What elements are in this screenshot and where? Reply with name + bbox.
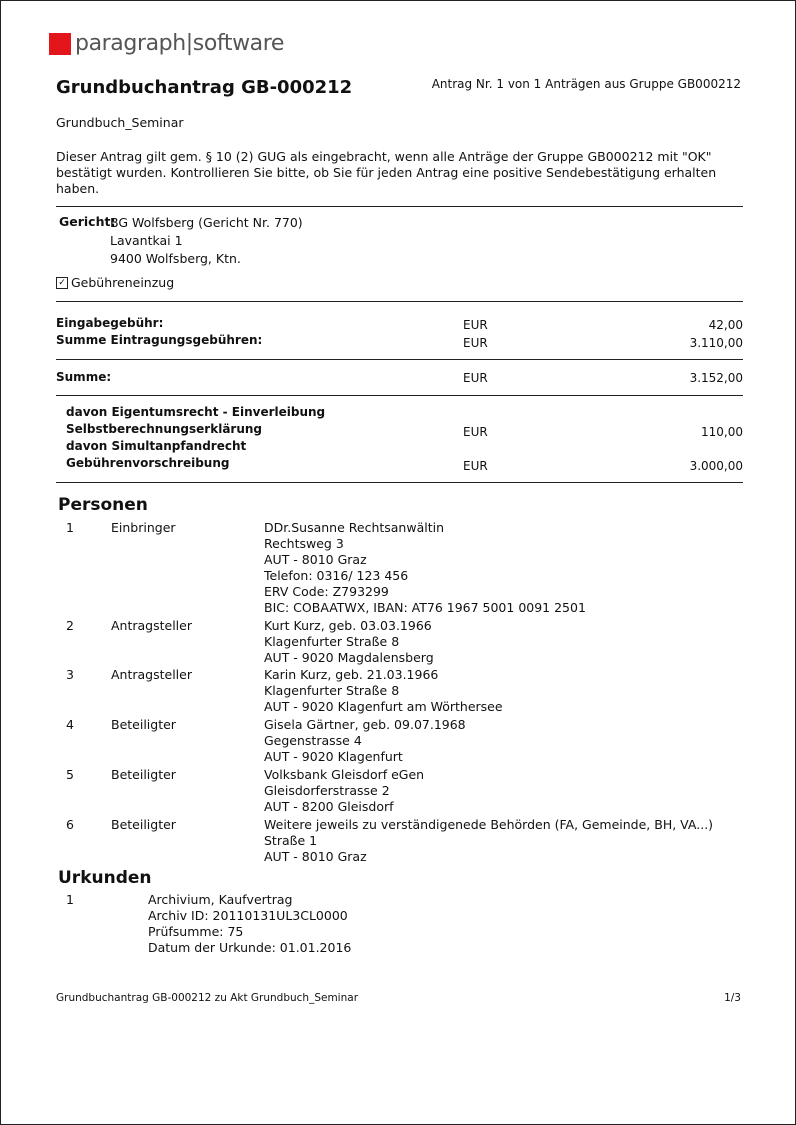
fee-row-simultan (66, 439, 743, 455)
person-city: AUT - 9020 Klagenfurt (264, 749, 403, 764)
person-number: 5 (66, 767, 74, 782)
person-role: Einbringer (111, 520, 176, 535)
person-name: Kurt Kurz, geb. 03.03.1966 (264, 618, 432, 633)
person-street: Gleisdorferstrasse 2 (264, 783, 390, 798)
fee-row-summe (56, 370, 743, 386)
person-number: 1 (66, 520, 74, 535)
person-city: AUT - 9020 Klagenfurt am Wörthersee (264, 699, 503, 714)
urkunde-details (148, 892, 351, 956)
person-street: Straße 1 (264, 833, 318, 848)
fee-amount: 110,00 (701, 425, 743, 439)
person-city: AUT - 9020 Magdalensberg (264, 650, 434, 665)
fee-amount: 3.000,00 (689, 459, 743, 473)
fee-row-eigentum (66, 405, 743, 421)
fee-currency: EUR (463, 459, 488, 473)
urkunden-section-title: Urkunden (58, 868, 152, 888)
divider (56, 482, 743, 483)
fee-label: davon Eigentumsrecht - Einverleibung (66, 405, 326, 419)
court-label: Gericht: (59, 214, 116, 229)
footer-text: Grundbuchantrag GB-000212 zu Akt Grundbuch_Seminar (56, 992, 359, 1004)
person-details (264, 667, 503, 715)
person-role: Antragsteller (111, 618, 192, 633)
court-name: BG Wolfsberg (Gericht Nr. 770) (110, 215, 303, 230)
fee-collection-checkbox[interactable]: ✓ (56, 277, 68, 289)
person-number: 2 (66, 618, 74, 633)
person-details (264, 520, 586, 616)
divider (56, 301, 743, 302)
fee-collection-label: Gebühreneinzug (71, 275, 175, 290)
person-street: Rechtsweg 3 (264, 536, 344, 551)
urkunde-number: 1 (66, 892, 74, 907)
person-erv-code: ERV Code: Z793299 (264, 584, 389, 599)
company-logo (49, 33, 284, 55)
person-number: 3 (66, 667, 74, 682)
fee-row-vorschreibung (66, 456, 743, 472)
divider (56, 359, 743, 360)
person-phone: Telefon: 0316/ 123 456 (264, 568, 409, 583)
urkunde-archive-id: Archiv ID: 20110131UL3CL0000 (148, 908, 348, 923)
logo-square-icon (49, 33, 71, 55)
fee-row-selbstberechnung (66, 422, 743, 438)
fee-label: Gebührenvorschreibung (66, 456, 230, 470)
court-address (110, 214, 303, 268)
person-name: Weitere jeweils zu verständigenede Behörden (FA, Gemeinde, BH, VA...) (264, 817, 714, 832)
fee-currency: EUR (463, 336, 488, 350)
fee-currency: EUR (463, 318, 488, 332)
personen-section-title: Personen (58, 495, 148, 515)
request-group-info: Antrag Nr. 1 von 1 Anträgen aus Gruppe GB000212 (431, 77, 741, 91)
person-city: AUT - 8200 Gleisdorf (264, 799, 394, 814)
court-street: Lavantkai 1 (110, 233, 183, 248)
fee-label: Selbstberechnungserklärung (66, 422, 263, 436)
document-title: Grundbuchantrag GB-000212 (56, 77, 353, 98)
person-role: Beteiligter (111, 717, 176, 732)
person-number: 6 (66, 817, 74, 832)
person-street: Klagenfurter Straße 8 (264, 683, 400, 698)
logo-text: paragraph|software (75, 31, 285, 56)
urkunde-checksum: Prüfsumme: 75 (148, 924, 244, 939)
person-city: AUT - 8010 Graz (264, 849, 367, 864)
person-details (264, 717, 466, 765)
person-name: DDr.Susanne Rechtsanwältin (264, 520, 445, 535)
person-role: Beteiligter (111, 817, 176, 832)
fee-label: Eingabegebühr: (56, 316, 164, 330)
person-name: Gisela Gärtner, geb. 09.07.1968 (264, 717, 466, 732)
fee-amount: 42,00 (708, 318, 743, 332)
person-name: Volksbank Gleisdorf eGen (264, 767, 425, 782)
person-street: Gegenstrasse 4 (264, 733, 362, 748)
divider (56, 395, 743, 396)
fee-amount: 3.110,00 (689, 336, 743, 350)
person-role: Beteiligter (111, 767, 176, 782)
fee-label: Summe Eintragungsgebühren: (56, 333, 263, 347)
fee-row-eintragung (56, 333, 743, 349)
fee-label: davon Simultanpfandrecht (66, 439, 247, 453)
person-details (264, 618, 434, 666)
person-bank: BIC: COBAATWX, IBAN: AT76 1967 5001 0091 2501 (264, 600, 586, 615)
person-details (264, 817, 713, 865)
urkunde-date: Datum der Urkunde: 01.01.2016 (148, 940, 352, 955)
person-number: 4 (66, 717, 74, 732)
person-street: Klagenfurter Straße 8 (264, 634, 400, 649)
fee-label: Summe: (56, 370, 112, 384)
person-details (264, 767, 424, 815)
intro-paragraph: Dieser Antrag gilt gem. § 10 (2) GUG als eingebracht, wenn alle Anträge der Gruppe GB000212 mit "OK" bestätigt wurden. Kontrollieren Sie bitte, ob Sie für jeden Antrag eine positive Sendebestätigung erhalten haben. (56, 149, 717, 196)
person-city: AUT - 8010 Graz (264, 552, 367, 567)
court-city: 9400 Wolfsberg, Ktn. (110, 251, 241, 266)
urkunde-title: Archivium, Kaufvertrag (148, 892, 293, 907)
fee-collection-row (56, 275, 174, 290)
fee-amount: 3.152,00 (689, 371, 743, 385)
page-number: 1/3 (724, 992, 741, 1004)
person-name: Karin Kurz, geb. 21.03.1966 (264, 667, 439, 682)
divider (56, 206, 743, 207)
fee-row-eingabe (56, 316, 743, 332)
fee-currency: EUR (463, 425, 488, 439)
person-role: Antragsteller (111, 667, 192, 682)
akt-name: Grundbuch_Seminar (56, 115, 184, 130)
fee-currency: EUR (463, 371, 488, 385)
